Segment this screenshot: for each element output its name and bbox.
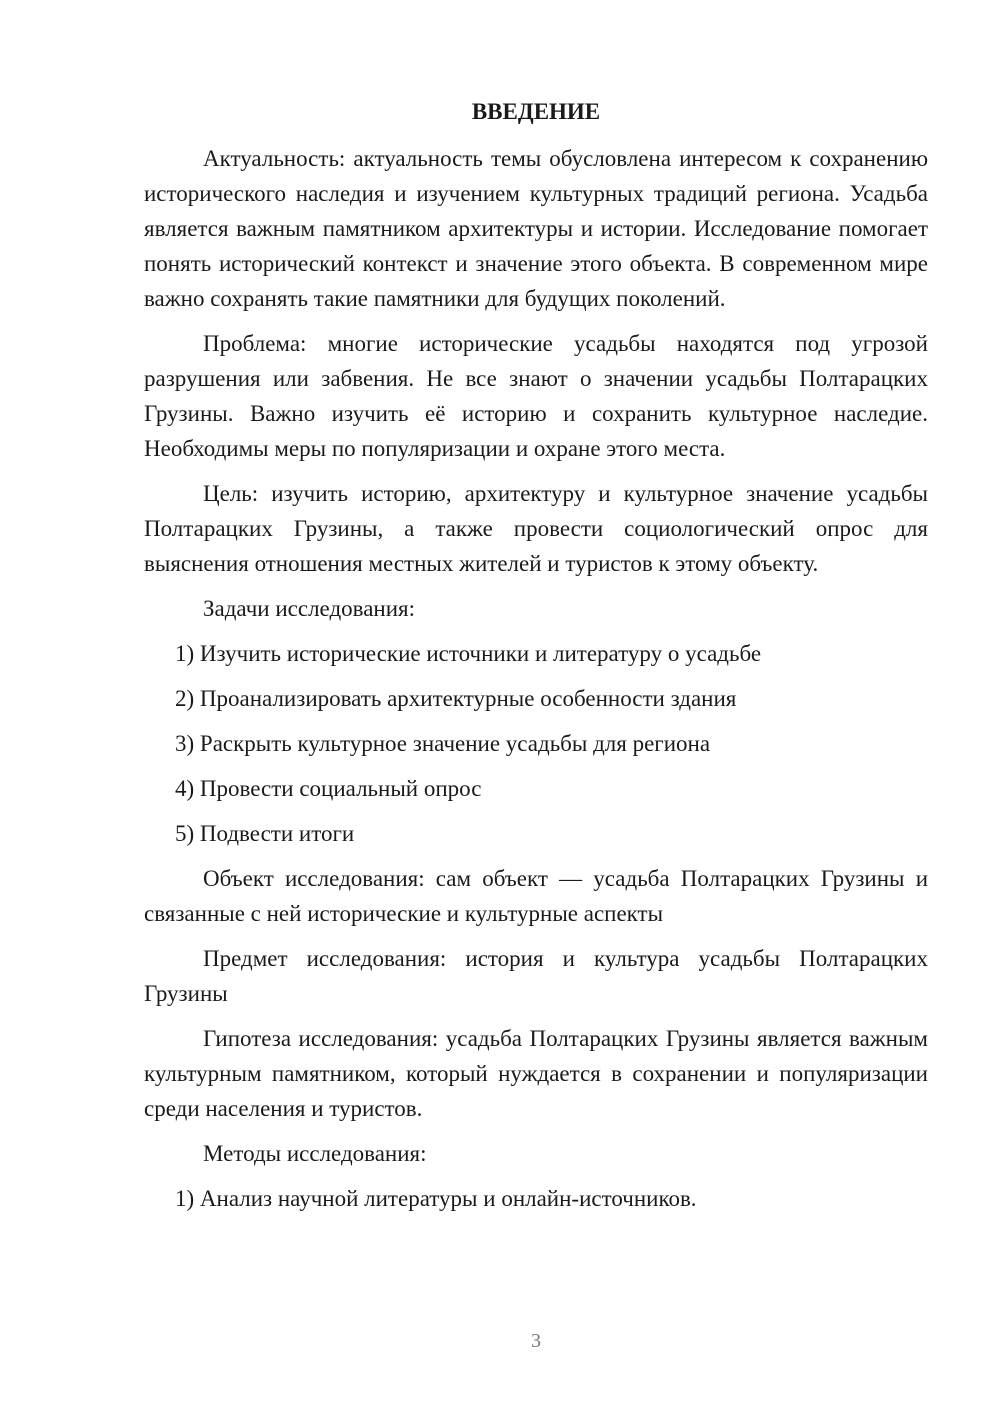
list-item: 5) Подвести итоги (175, 821, 355, 846)
page-title: ВВЕДЕНИЕ (471, 99, 601, 124)
hypothesis-paragraph: Гипотеза исследования: усадьба Полтарацких Грузины является важным культурным памятником, который нуждается в сохранении и популяризации среди населения и туристов. (144, 1026, 928, 1121)
object-paragraph: Объект исследования: сам объект — усадьба Полтарацких Грузины и связанные с ней исторические и культурные аспекты (144, 866, 928, 926)
relevance-paragraph: Актуальность: актуальность темы обусловлена интересом к сохранению исторического наследия и изучением культурных традиций региона. Усадьба является важным памятником архитектуры и истории. Исследование помогает понять исторический контекст и значение этого объекта. В современном мире важно сохранять такие памятники для будущих поколений. (144, 146, 928, 311)
document-body (144, 94, 928, 1226)
list-item: 1) Анализ научной литературы и онлайн-источников. (175, 1186, 697, 1211)
problem-paragraph: Проблема: многие исторические усадьбы находятся под угрозой разрушения или забвения. Не все знают о значении усадьбы Полтарацких Грузины. Важно изучить её историю и сохранить культурное наследие. Необходимы меры по популяризации и охране этого места. (144, 331, 928, 461)
tasks-title: Задачи исследования: (203, 596, 416, 621)
subject-paragraph: Предмет исследования: история и культура усадьбы Полтарацких Грузины (144, 946, 928, 1006)
list-item: 3) Раскрыть культурное значение усадьбы для региона (175, 731, 711, 756)
page-number: 3 (531, 1330, 541, 1352)
list-item: 4) Провести социальный опрос (175, 776, 482, 801)
tasks-list (144, 636, 928, 851)
goal-paragraph: Цель: изучить историю, архитектуру и культурное значение усадьбы Полтарацких Грузины, а также провести социологический опрос для выяснения отношения местных жителей и туристов к этому объекту. (144, 481, 928, 576)
methods-title: Методы исследования: (203, 1141, 427, 1166)
list-item: 1) Изучить исторические источники и литературу о усадьбе (175, 641, 762, 666)
list-item: 2) Проанализировать архитектурные особенности здания (175, 686, 737, 711)
methods-list (144, 1181, 928, 1216)
